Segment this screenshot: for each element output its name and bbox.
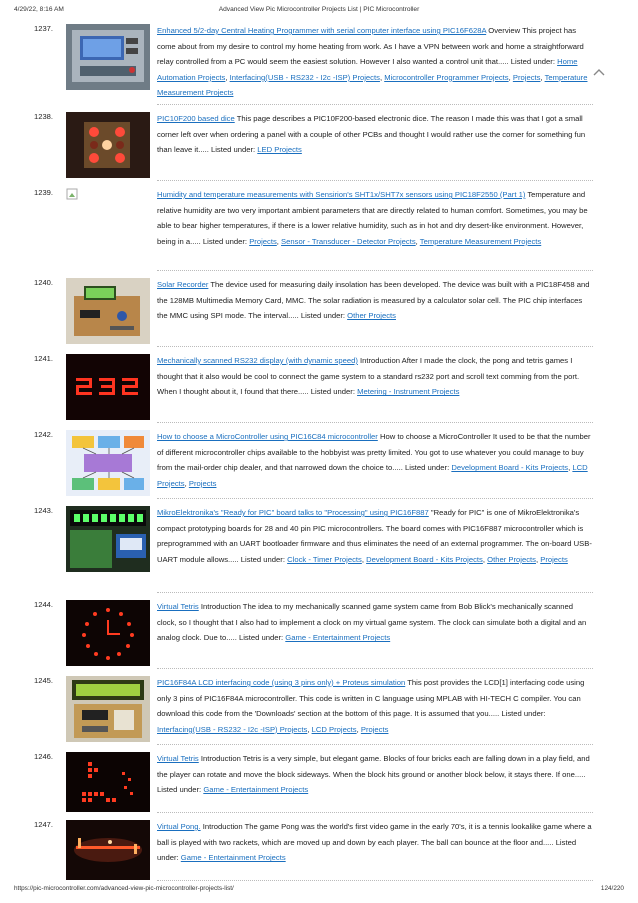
entry-separator [157,422,593,423]
virtual-tetris-photo[interactable] [66,752,150,812]
entry-body [157,599,593,646]
entry-separator [157,270,593,271]
entry-body: How to choose a MicroController using PIC16C84 microcontroller How to choose a MicroController It used to be that the number of different microcontroller chips available to the hobbyist was pretty limited. You got to use whatever you could manage to buy from the mail-order chip dealer, and that narrowed down the choice to..... Listed under: Development Board - Kits Projects, LCD Projects, Projects [157,432,591,488]
entry-body [157,751,593,798]
listed-under-label: Listed under: [501,709,546,719]
category-link[interactable]: Projects [188,478,217,488]
category-link[interactable]: LED Projects [257,145,302,155]
entry-title-link[interactable]: Mechanically scanned RS232 display (with dynamic speed) [157,356,358,365]
entry-number: 1240. [34,278,54,287]
solar-recorder-board-photo[interactable] [66,278,150,344]
category-link[interactable]: Home Automation Projects [157,57,578,82]
listed-under-label: Listed under: [238,633,284,643]
entry-number: 1242. [34,430,54,439]
entry-body: PIC16F84A LCD interfacing code (using 3 pins only) + Proteus simulation This post provides the LCD[1] interfacing code using only 3 pins of PIC16F84A microcontroller. This code is written in C language using MPLAB with HI-TECH C compiler. You can download this code from the 'Downloads' section at the bottom of this page. It is assumed that you..... Listed under: Interfacing(USB - RS232 - I2c -ISP) Projects, LCD Projects, Projects [157,678,585,734]
entry-description: Introduction The game Pong was the world's first video game in the early 70's, it is a tennis lookalike game where a ball is played with two rackets, which are moved up and down by each player. The ball can bounce at the floor and..... [157,822,592,847]
list-item [0,350,638,424]
listed-under-label: Listed under: [210,145,256,155]
category-link[interactable]: Sensor - Transducer - Detector Projects [281,236,416,246]
entry-title-link[interactable]: PIC16F84A LCD interfacing code (using 3 pins only) + Proteus simulation [157,678,406,687]
list-item [0,274,638,348]
entry-number: 1238. [34,112,54,121]
listed-under-label: Listed under: [157,837,577,863]
block-diagram-image[interactable] [66,430,150,496]
entry-title-link[interactable]: Virtual Tetris [157,602,199,611]
entry-number: 1247. [34,820,54,829]
entry-title-link[interactable]: How to choose a MicroController using PIC16C84 microcontroller [157,432,378,441]
list-item [0,816,638,882]
entry-description: Temperature and relative humidity are two very important ambient parameters that are directly related to human comfort. Sometimes, you may be able to bear higher temperatures, if there is a lower relative humidity, such as in hot and dry desert-like environment. However, being in a..... [157,190,588,246]
listed-under-label: Listed under: [310,387,355,397]
pcb-with-lcd-photo[interactable] [66,24,150,90]
entry-separator [157,880,593,881]
category-link[interactable]: Other Projects [487,554,536,564]
broken-image-icon[interactable] [66,188,150,254]
entry-title-link[interactable]: Enhanced 5/2-day Central Heating Programmer with serial computer interface using PIC16F628A [157,26,487,35]
entry-separator [157,668,593,669]
category-link[interactable]: LCD Projects [311,724,357,734]
category-link[interactable]: Clock - Timer Projects [287,554,362,564]
category-link[interactable]: Temperature Measurement Projects [157,72,588,98]
entry-description: This page describes a PIC10F200-based electronic dice. The reason I made this was that I got a small corner left over when ordering a panel with a couple of other PCBs and thought I would rather use the corner for something fun than leave it..... [157,114,586,155]
list-item [0,108,638,182]
category-link[interactable]: Projects [540,554,568,564]
list-item [0,184,638,272]
entry-title-link[interactable]: Virtual Tetris [157,754,199,763]
lcd-board-photo[interactable] [66,676,150,742]
entry-title-link[interactable]: PIC10F200 based dice [157,114,235,123]
listed-under-label: Listed under: [202,236,248,246]
list-item [0,748,638,814]
entry-separator [157,592,593,593]
category-link[interactable]: Metering - Instrument Projects [357,387,460,397]
rs232-led-display-photo[interactable] [66,354,150,420]
category-link[interactable]: Other Projects [347,311,396,321]
category-link[interactable]: Development Board - Kits Projects [366,554,483,564]
print-header [14,6,624,18]
entry-separator [157,744,593,745]
entry-number: 1245. [34,676,54,685]
category-link[interactable]: Interfacing(USB - RS232 - I2c -ISP) Projects [157,724,308,734]
entry-description: "Ready for PIC" is one of MikroElektronika's compact prototyping boards for 28 and 40 pin PIC microcontrollers. The board comes with PIC16F887 microcontroller which is preprogrammed with an UART bootloader firmware and thus eliminates the need of an external programmer. The on-board USB-UART module allows..... [157,508,592,564]
entry-separator [157,180,593,181]
category-link[interactable]: Temperature Measurement Projects [419,236,542,246]
entry-title-link[interactable]: Solar Recorder [157,280,209,289]
virtual-pong-photo[interactable] [66,820,150,880]
print-footer [14,885,624,895]
entry-description: Introduction Tetris is a very simple, but elegant game. Blocks of four bricks each are falling down in a play field, and the player can rotate and move the block sideways. When the block hits ground or another block below, it stays there. If one..... [157,754,590,779]
list-item [0,672,638,746]
print-date: 4/29/22, 8:16 AM [14,6,64,13]
entry-description: This post provides the LCD[1] interfacing code using only 3 pins of PIC16F84A microcontroller. This code is written in C language using MPLAB with HI-TECH C compiler. You can download this code from the 'Downloads' section at the bottom of this page. It is assumed that you..... [157,678,585,719]
category-link[interactable]: Game - Entertainment Projects [203,785,309,795]
entry-number: 1243. [34,506,54,515]
listed-under-label: Listed under: [510,57,555,67]
listed-under-label: Listed under: [405,463,450,473]
list-item [0,502,638,594]
entry-body: Enhanced 5/2-day Central Heating Programmer with serial computer interface using PIC16F628A Overview This project has come about from my desire to control my home heating from work. As I have a VPN between work and home a straightforward relay controlled from a PC would seem the easiest solution. However I also wanted a control unit that..... Listed under: Home Automation Projects, Interfacing(USB - RS232 - I2c -ISP) Projects, Microcontroller Programmer Projects, Projects, Temperature Measurement Projects [157,26,588,98]
list-item [0,20,638,106]
entry-description: Introduction The idea to my mechanically scanned game system came from Bob Blick's mechanically scanned clock, so I thought that I also had to implement a clock on my virtual game system. The clock can simulate both a digital and an analog clock. Due to..... [157,602,587,643]
ready-for-pic-board-photo[interactable] [66,506,150,572]
entry-title-link[interactable]: MikroElektronika's "Ready for PIC" board talks to "Processing" using PIC16F887 [157,508,429,517]
entry-description: Introduction After I made the clock, the pong and tetris games I thought that it also would be cool to connect the game system to a standard rs232 port and scroll text comming from the port. When I thought about it, I found that there..... [157,356,580,397]
entry-separator [157,346,593,347]
entry-title-link[interactable]: Humidity and temperature measurements with Sensirion's SHT1x/SHT7x sensors using PIC18F2550 (Part 1) [157,190,526,199]
entry-description: How to choose a MicroController It used to be that the number of different microcontroller chips available to the hobbyist was pretty limited. You got to use whatever you could manage to buy from the mail-order chip dealer, and that narrowed down the choice to..... [157,432,591,473]
entry-body [157,819,593,866]
listed-under-label: Listed under: [157,785,202,795]
entry-number: 1237. [34,24,54,33]
category-link[interactable]: Game - Entertainment Projects [180,853,286,863]
list-item [0,596,638,670]
print-title: Advanced View Pic Microcontroller Projects List | PIC Microcontroller [218,6,420,13]
listed-under-label: Listed under: [300,311,346,321]
entry-number: 1241. [34,354,54,363]
category-link[interactable]: Game - Entertainment Projects [285,633,391,643]
entry-separator [157,812,593,813]
virtual-clock-photo[interactable] [66,600,150,666]
print-page-number: 124/220 [600,885,624,892]
entry-body: Humidity and temperature measurements with Sensirion's SHT1x/SHT7x sensors using PIC18F2550 (Part 1) Temperature and relative humidity are two very important ambient parameters that are directly related to human comfort. Sometimes, you may be able to bear higher temperatures, if there is a lower relative humidity, such as in hot and dry desert-like environment. However, being in a..... Listed under: Projects, Sensor - Transducer - Detector Projects, Temperature Measurement Projects [157,190,588,246]
category-link[interactable]: LCD Projects [157,463,588,488]
entry-number: 1244. [34,600,54,609]
entry-number: 1239. [34,188,54,197]
entry-description: Overview This project has come about from my desire to control my home heating from work. As I have a VPN between work and home a straightforward relay controlled from a PC would seem the easiest solution. However I also wanted a control unit that..... [157,26,584,67]
entry-description: The device used for measuring daily insolation has been developed. The device was built with a PIC18F458 and the 128MB Multimedia Memory Card, MMC. The solar radiation is measured by a calculator solar cell. The PIC chip interfaces the MMC using SPI mode. The interval..... [157,280,590,321]
entry-body [157,111,593,158]
category-link[interactable]: Microcontroller Programmer Projects [384,72,509,82]
print-url: https://pic-microcontroller.com/advanced-view-pic-microcontroller-projects-list/ [14,885,234,892]
entry-body [157,353,593,400]
category-link[interactable]: Projects [360,724,389,734]
entry-title-link[interactable]: Virtual Pong. [157,822,201,831]
category-link[interactable]: Projects [249,236,277,246]
entry-number: 1246. [34,752,54,761]
entry-body: MikroElektronika's "Ready for PIC" board talks to "Processing" using PIC16F887 "Ready for PIC" is one of MikroElektronika's compact prototyping boards for 28 and 40 pin PIC microcontrollers. The board comes with PIC16F887 microcontroller which is preprogrammed with an UART bootloader firmware and thus eliminates the need of an external programmer. The on-board USB-UART module allows..... Listed under: Clock - Timer Projects, Development Board - Kits Projects, Other Projects, Projects [157,508,592,564]
dice-leds-photo[interactable] [66,112,150,178]
entry-separator [157,498,593,499]
category-link[interactable]: Projects [512,72,541,82]
category-link[interactable]: Interfacing(USB - RS232 - I2c -ISP) Projects [229,72,380,82]
entry-separator [157,104,593,105]
list-item [0,426,638,500]
category-link[interactable]: Development Board - Kits Projects [451,463,569,473]
listed-under-label: Listed under: [240,554,285,564]
entry-body [157,277,593,324]
